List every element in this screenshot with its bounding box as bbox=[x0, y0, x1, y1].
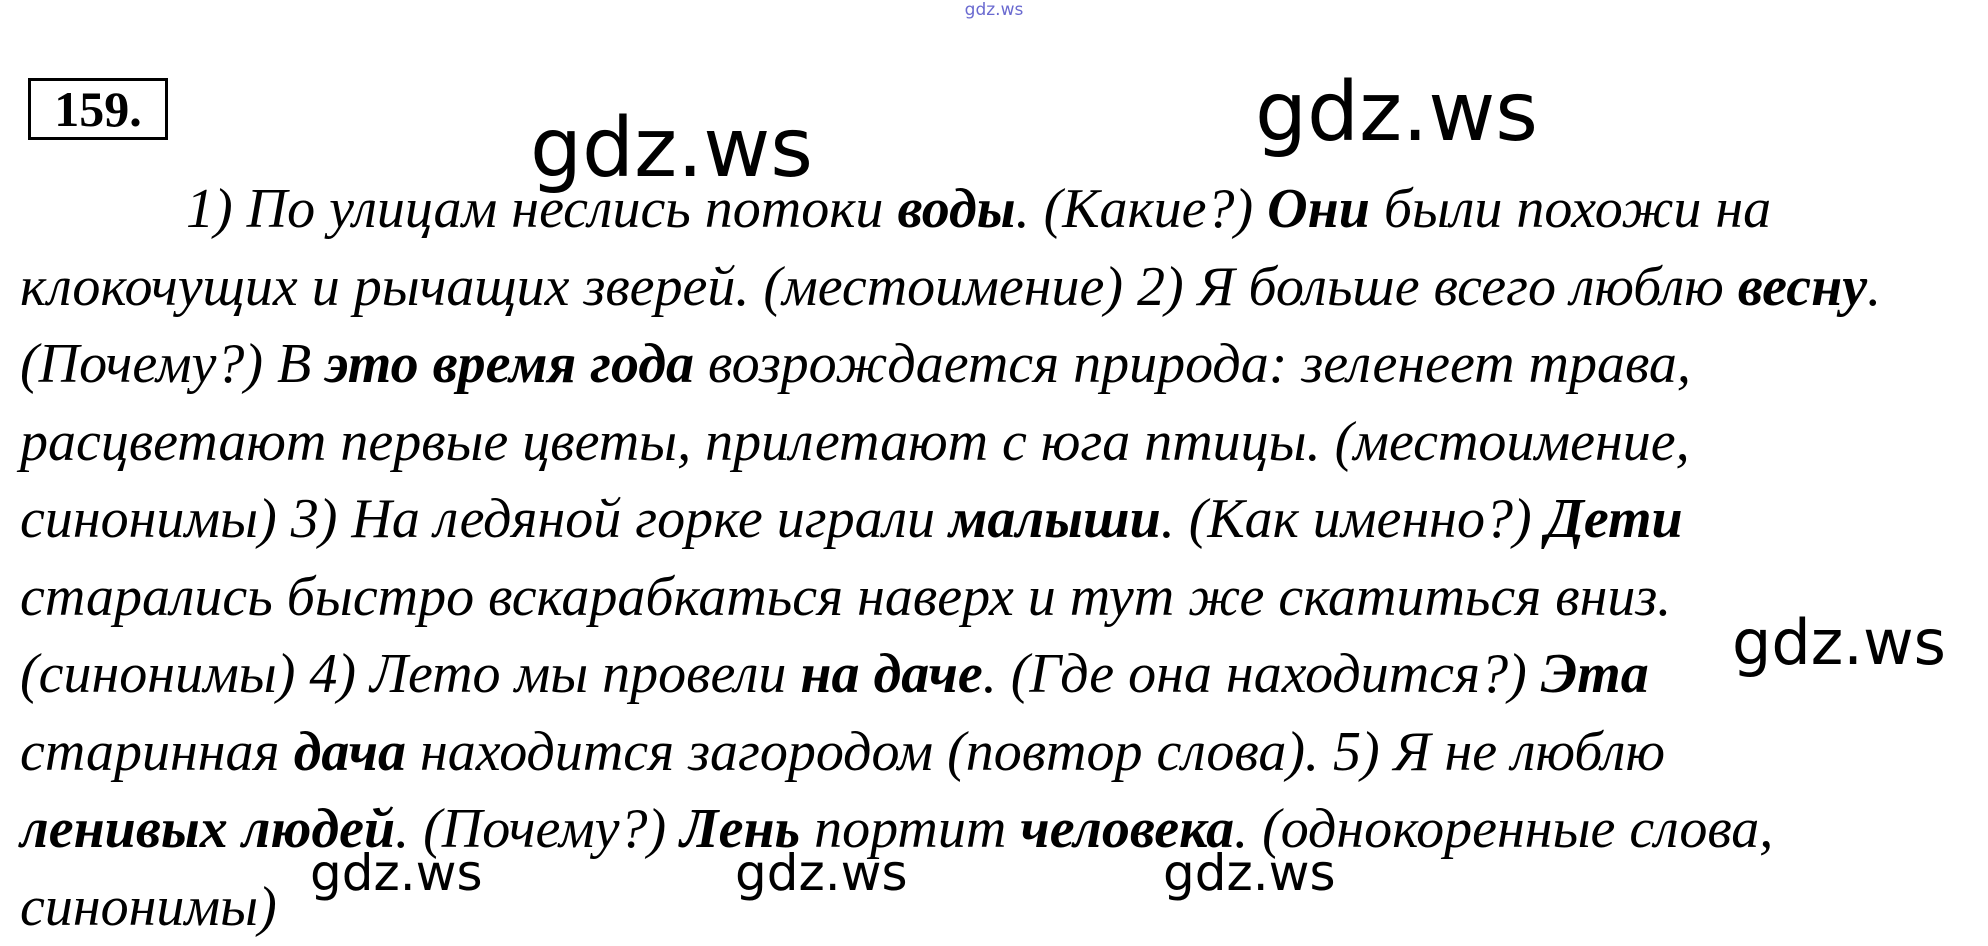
text-segment: . (Как именно?) bbox=[1161, 488, 1546, 550]
text-line bbox=[20, 249, 1975, 327]
text-segment: старались быстро вскарабкаться наверх и тут же скатиться вниз. bbox=[20, 566, 1671, 628]
bold-word: Дети bbox=[1546, 488, 1683, 550]
text-line bbox=[20, 481, 1975, 559]
bold-word: человека bbox=[1020, 798, 1234, 860]
text-line bbox=[20, 714, 1975, 792]
watermark: gdz.ws bbox=[530, 108, 813, 190]
bold-word: воды bbox=[897, 178, 1015, 240]
text-segment: (Почему?) В bbox=[20, 333, 325, 395]
text-line bbox=[20, 559, 1975, 637]
exercise-number: 159. bbox=[28, 78, 168, 140]
bold-word: это время года bbox=[325, 333, 694, 395]
text-segment: синонимы) bbox=[20, 876, 277, 938]
text-segment: клокочущих и рычащих зверей. (местоимение) 2) Я больше всего люблю bbox=[20, 256, 1738, 318]
bold-word: на даче bbox=[800, 643, 982, 705]
bold-word: Лень bbox=[680, 798, 800, 860]
text-line bbox=[20, 636, 1975, 714]
text-segment: были похожи на bbox=[1370, 178, 1771, 240]
text-line bbox=[20, 326, 1975, 404]
text-segment: . (однокоренные слова, bbox=[1234, 798, 1773, 860]
text-segment: 1) По улицам неслись потоки bbox=[186, 178, 897, 240]
watermark: gdz.ws bbox=[1163, 848, 1336, 898]
bold-word: Эта bbox=[1541, 643, 1649, 705]
text-segment: . (Почему?) bbox=[395, 798, 680, 860]
text-segment: синонимы) 3) На ледяной горке играли bbox=[20, 488, 949, 550]
text-segment: . (Какие?) bbox=[1016, 178, 1268, 240]
text-segment: старинная bbox=[20, 721, 294, 783]
top-watermark: gdz.ws bbox=[0, 0, 1988, 20]
bold-word: малыши bbox=[949, 488, 1161, 550]
text-segment: . (Где она находится?) bbox=[983, 643, 1541, 705]
watermark: gdz.ws bbox=[1732, 612, 1946, 674]
text-line bbox=[20, 171, 1975, 249]
text-segment: находится загородом (повтор слова). 5) Я не люблю bbox=[406, 721, 1665, 783]
watermark: gdz.ws bbox=[1255, 72, 1538, 154]
watermark: gdz.ws bbox=[735, 848, 908, 898]
text-line bbox=[20, 404, 1975, 482]
watermark: gdz.ws bbox=[310, 848, 483, 898]
bold-word: дача bbox=[294, 721, 406, 783]
bold-word: весну bbox=[1738, 256, 1867, 318]
text-segment: возрождается природа: зеленеет трава, bbox=[694, 333, 1691, 395]
text-segment: . bbox=[1867, 256, 1881, 318]
exercise-text bbox=[20, 171, 1975, 946]
text-segment: расцветают первые цветы, прилетают с юга птицы. (местоимение, bbox=[20, 411, 1690, 473]
text-segment: (синонимы) 4) Лето мы провели bbox=[20, 643, 800, 705]
bold-word: ленивых людей bbox=[20, 798, 395, 860]
text-segment: портит bbox=[800, 798, 1020, 860]
bold-word: Они bbox=[1267, 178, 1370, 240]
